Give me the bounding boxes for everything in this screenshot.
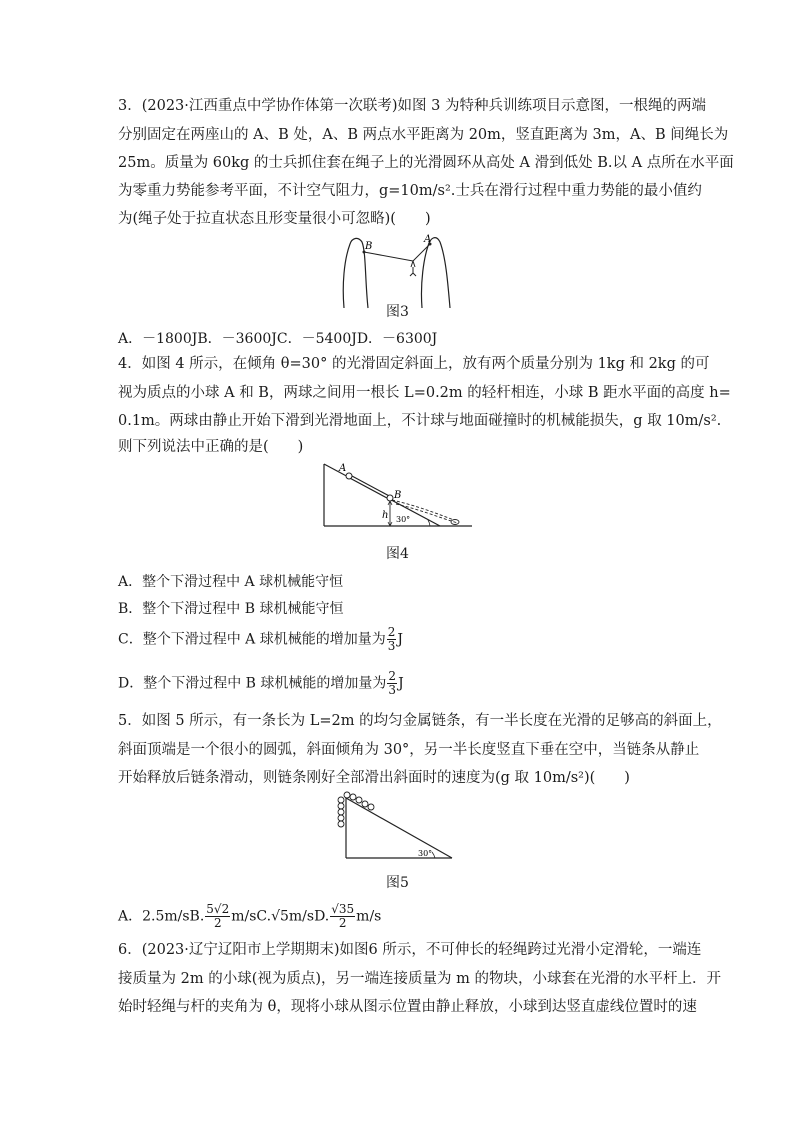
q4-option-c-unit: J bbox=[397, 631, 403, 648]
q5-option-d-tail: m/s bbox=[356, 908, 382, 925]
q3-line-1: 3．(2023·江西重点中学协作体第一次联考)如图 3 为特种兵训练项目示意图，一根绳的两端 bbox=[118, 98, 706, 114]
q6-line-3: 始时轻绳与杆的夹角为 θ，现将小球从图示位置由静止释放，小球到达竖直虚线位置时的速 bbox=[118, 999, 697, 1015]
q3-line-4: 为零重力势能参考平面，不计空气阻力，g=10m/s².士兵在滑行过程中重力势能的最小值约 bbox=[118, 183, 702, 199]
q5-option-b-fraction: $\frac{5√2}{2}$ bbox=[206, 902, 230, 930]
fig3-label-b: B bbox=[365, 241, 373, 252]
q4-option-b: B．整个下滑过程中 B 球机械能守恒 bbox=[118, 601, 344, 617]
fig4-label-b: B bbox=[394, 490, 402, 501]
q4-option-d bbox=[118, 670, 404, 697]
fig3-label-a: A bbox=[424, 234, 432, 245]
q3-options: A．－1800JB．－3600JC．－5400JD．－6300J bbox=[118, 331, 438, 347]
q3-line-5: 为(绳子处于拉直状态且形变量很小可忽略)( ) bbox=[118, 211, 431, 227]
q5-line-3: 开始释放后链条滑动，则链条刚好全部滑出斜面时的速度为(g 取 10m/s²)( ) bbox=[118, 770, 630, 786]
figure-5-caption: 图5 bbox=[386, 875, 409, 891]
fig4-label-h: h bbox=[382, 510, 389, 521]
q4-line-3: 0.1m。两球由静止开始下滑到光滑地面上，不计球与地面碰撞时的机械能损失，g 取 10m/s². bbox=[118, 413, 722, 429]
q4-option-a: A．整个下滑过程中 A 球机械能守恒 bbox=[118, 574, 344, 590]
q6-line-2: 接质量为 2m 的小球(视为质点)，另一端连接质量为 m 的物块，小球套在光滑的水平杆上．开 bbox=[118, 971, 721, 987]
q4-option-c-text: C．整个下滑过程中 A 球机械能的增加量为 bbox=[118, 631, 386, 648]
q4-line-1: 4．如图 4 所示，在倾角 θ=30° 的光滑固定斜面上，放有两个质量分别为 1kg 和 2kg 的可 bbox=[118, 356, 710, 372]
q4-option-d-unit: J bbox=[398, 675, 404, 692]
figure-4-incline bbox=[318, 460, 478, 530]
q4-line-2: 视为质点的小球 A 和 B，两球之间用一根长 L=0.2m 的轻杆相连，小球 B 距水平面的高度 h= bbox=[118, 385, 731, 401]
figure-4-caption: 图4 bbox=[386, 546, 409, 562]
q5-option-c: √5m/sD. bbox=[271, 908, 330, 925]
q4-option-c-fraction: $\frac{2}{3}$ bbox=[387, 625, 396, 653]
q4-line-4: 则下列说法中正确的是( ) bbox=[118, 439, 304, 455]
q5-line-2: 斜面顶端是一个很小的圆弧，斜面倾角为 30°，另一半长度竖直下垂在空中，当链条从静止 bbox=[118, 742, 700, 758]
q3-line-2: 分别固定在两座山的 A、B 处，A、B 两点水平距离为 20m，竖直距离为 3m，A、B 间绳长为 bbox=[118, 127, 729, 143]
q5-options bbox=[118, 903, 381, 930]
figure-3-caption: 图3 bbox=[386, 304, 409, 320]
q5-option-b-tail: m/sC. bbox=[231, 908, 272, 925]
q6-line-1: 6．(2023·辽宁辽阳市上学期期末)如图6 所示，不可伸长的轻绳跨过光滑小定滑轮，一端连 bbox=[118, 942, 702, 958]
q3-line-3: 25m。质量为 60kg 的士兵抓住套在绳子上的光滑圆环从高处 A 滑到低处 B.以 A 点所在水平面 bbox=[118, 155, 734, 171]
q4-option-c bbox=[118, 626, 403, 653]
figure-5-chain-incline bbox=[332, 790, 456, 862]
q4-option-d-text: D．整个下滑过程中 B 球机械能的增加量为 bbox=[118, 675, 387, 692]
q5-line-1: 5．如图 5 所示，有一条长为 L=2m 的均匀金属链条，有一半长度在光滑的足够高的斜面上， bbox=[118, 713, 722, 729]
fig4-label-a: A bbox=[339, 463, 347, 474]
q5-option-d-fraction: $\frac{√35}{2}$ bbox=[331, 902, 355, 930]
figure-3-mountains bbox=[338, 230, 456, 310]
fig5-angle: 30° bbox=[418, 849, 433, 858]
q5-option-a: A．2.5m/sB. bbox=[118, 908, 205, 925]
fig4-angle: 30° bbox=[396, 515, 411, 524]
q4-option-d-fraction: $\frac{2}{3}$ bbox=[388, 669, 397, 697]
